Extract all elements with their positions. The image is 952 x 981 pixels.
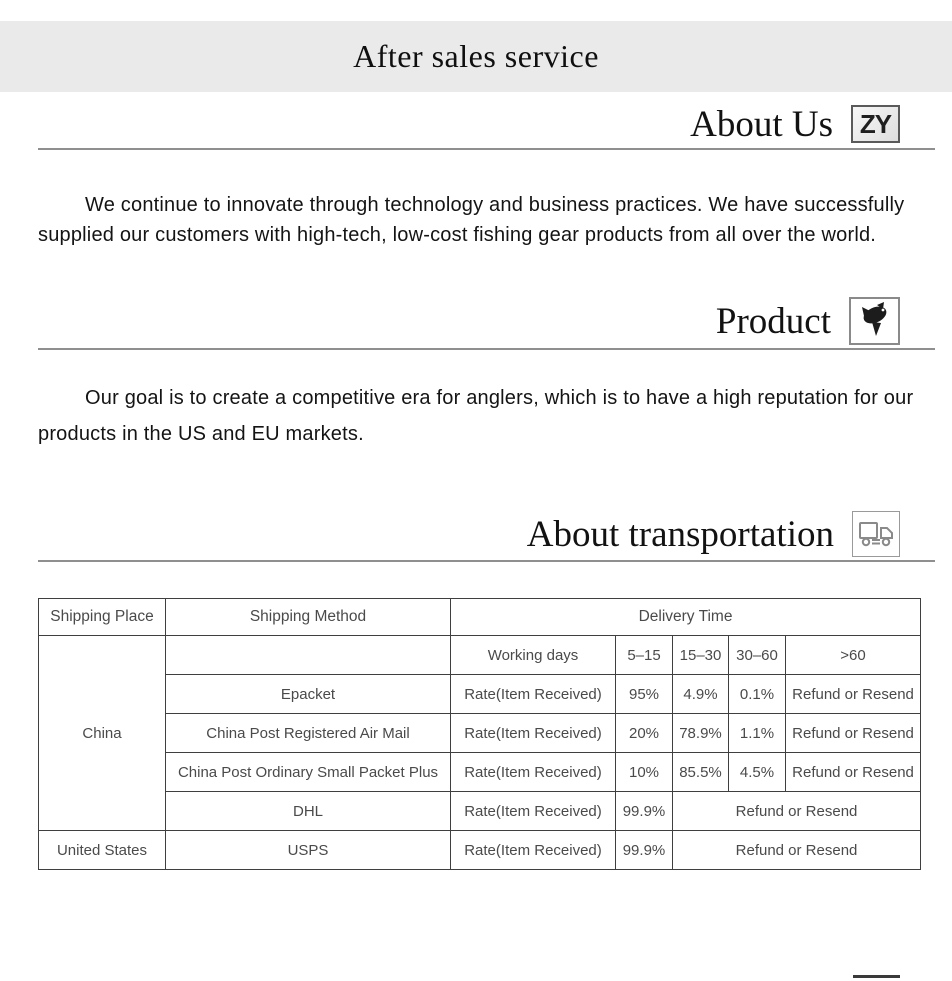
cell-rate: 1.1%	[729, 714, 786, 753]
cell-range-2: 15–30	[673, 636, 729, 675]
section-transportation	[0, 510, 952, 870]
cell-range-1: 5–15	[616, 636, 673, 675]
transportation-divider	[38, 560, 935, 562]
cell-rate-label: Rate(Item Received)	[451, 714, 616, 753]
header-shipping-method: Shipping Method	[166, 599, 451, 636]
cell-working-days: Working days	[451, 636, 616, 675]
about-us-title: About Us	[690, 103, 833, 145]
cell-rate: 4.5%	[729, 753, 786, 792]
cell-refund: Refund or Resend	[786, 753, 921, 792]
about-us-heading-row	[0, 102, 952, 146]
product-paragraph: Our goal is to create a competitive era for anglers, which is to have a high reputation for our products in the US and EU markets.	[38, 387, 914, 445]
cell-rate: 20%	[616, 714, 673, 753]
cell-method: USPS	[166, 831, 451, 870]
fish-icon	[849, 297, 900, 345]
table-row-dhl	[39, 792, 921, 831]
next-section-box-edge	[853, 975, 900, 981]
about-us-paragraph: We continue to innovate through technology and business practices. We have successfully supplied our customers with high-tech, low-cost fishing gear products from all over the world.	[38, 194, 905, 246]
cell-method: China Post Registered Air Mail	[166, 714, 451, 753]
after-sales-banner	[0, 21, 952, 92]
cell-rate: 99.9%	[616, 792, 673, 831]
table-row-registered-air-mail	[39, 714, 921, 753]
cell-refund-span: Refund or Resend	[673, 831, 921, 870]
cell-rate: 85.5%	[673, 753, 729, 792]
cell-rate: 99.9%	[616, 831, 673, 870]
cell-range-4: >60	[786, 636, 921, 675]
cell-rate: 10%	[616, 753, 673, 792]
table-row-epacket	[39, 675, 921, 714]
cell-rate: 0.1%	[729, 675, 786, 714]
section-about-us	[0, 102, 952, 250]
cell-rate-label: Rate(Item Received)	[451, 831, 616, 870]
product-divider	[38, 348, 935, 350]
table-subheader-row	[39, 636, 921, 675]
cell-rate-label: Rate(Item Received)	[451, 675, 616, 714]
table-row-small-packet-plus	[39, 753, 921, 792]
table-row-usps	[39, 831, 921, 870]
header-delivery-time: Delivery Time	[451, 599, 921, 636]
header-shipping-place: Shipping Place	[39, 599, 166, 636]
cell-rate: 78.9%	[673, 714, 729, 753]
about-us-divider	[38, 148, 935, 150]
product-title: Product	[715, 300, 831, 342]
cell-rate-label: Rate(Item Received)	[451, 792, 616, 831]
cell-refund: Refund or Resend	[786, 714, 921, 753]
cell-rate: 95%	[616, 675, 673, 714]
cell-refund-span: Refund or Resend	[673, 792, 921, 831]
cell-refund: Refund or Resend	[786, 675, 921, 714]
cell-method: DHL	[166, 792, 451, 831]
cell-empty-method	[166, 636, 451, 675]
truck-icon	[852, 511, 900, 557]
transportation-heading-row	[0, 510, 952, 558]
section-product	[0, 296, 952, 452]
cell-range-3: 30–60	[729, 636, 786, 675]
cell-place-china: China	[39, 636, 166, 831]
banner-title: After sales service	[353, 38, 599, 74]
cell-method: China Post Ordinary Small Packet Plus	[166, 753, 451, 792]
cell-rate-label: Rate(Item Received)	[451, 753, 616, 792]
transportation-title: About transportation	[526, 513, 834, 555]
shipping-table	[38, 598, 921, 870]
product-heading-row	[0, 296, 952, 346]
cell-rate: 4.9%	[673, 675, 729, 714]
cell-place-united-states: United States	[39, 831, 166, 870]
table-header-row	[39, 599, 921, 636]
cell-method: Epacket	[166, 675, 451, 714]
zy-logo-icon: ZY	[851, 105, 900, 143]
